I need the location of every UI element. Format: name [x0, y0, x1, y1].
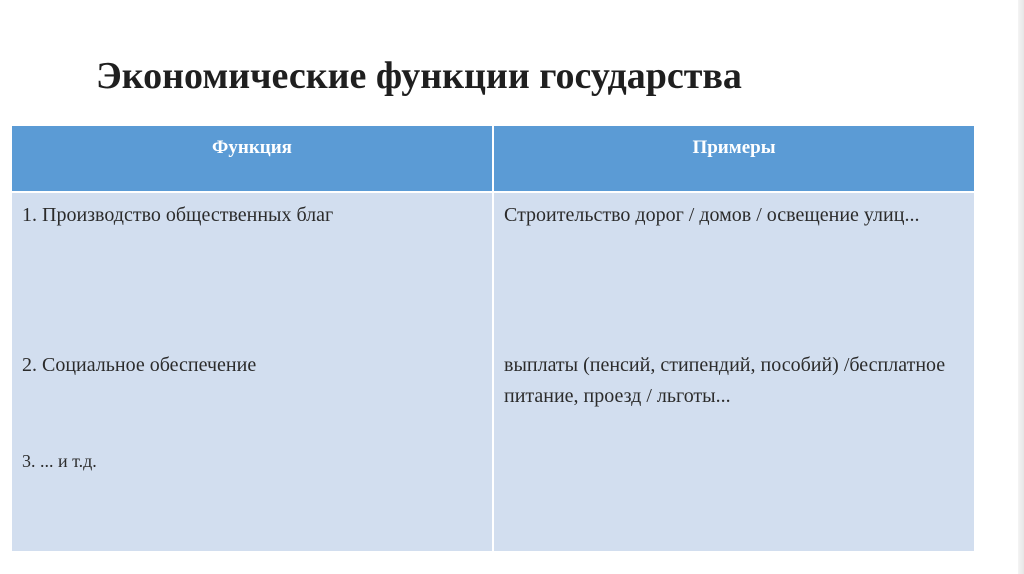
function-item-3: 3. ... и т.д.	[22, 451, 97, 471]
slide-title: Экономические функции государства	[96, 55, 742, 97]
function-item-1: 1. Производство общественных благ	[22, 204, 334, 226]
header-function: Функция	[212, 137, 292, 158]
example-item-2: выплаты (пенсий, стипендий, пособий) /бесплатное питание, проезд / льготы...	[504, 354, 946, 407]
example-item-1: Строительство дорог / домов / освещение улиц...	[504, 204, 920, 226]
functions-table	[12, 126, 974, 551]
header-examples: Примеры	[692, 137, 776, 158]
slide-edge	[1018, 0, 1024, 574]
row-divider	[12, 191, 974, 193]
function-item-2: 2. Социальное обеспечение	[22, 354, 257, 376]
column-divider	[492, 126, 494, 551]
